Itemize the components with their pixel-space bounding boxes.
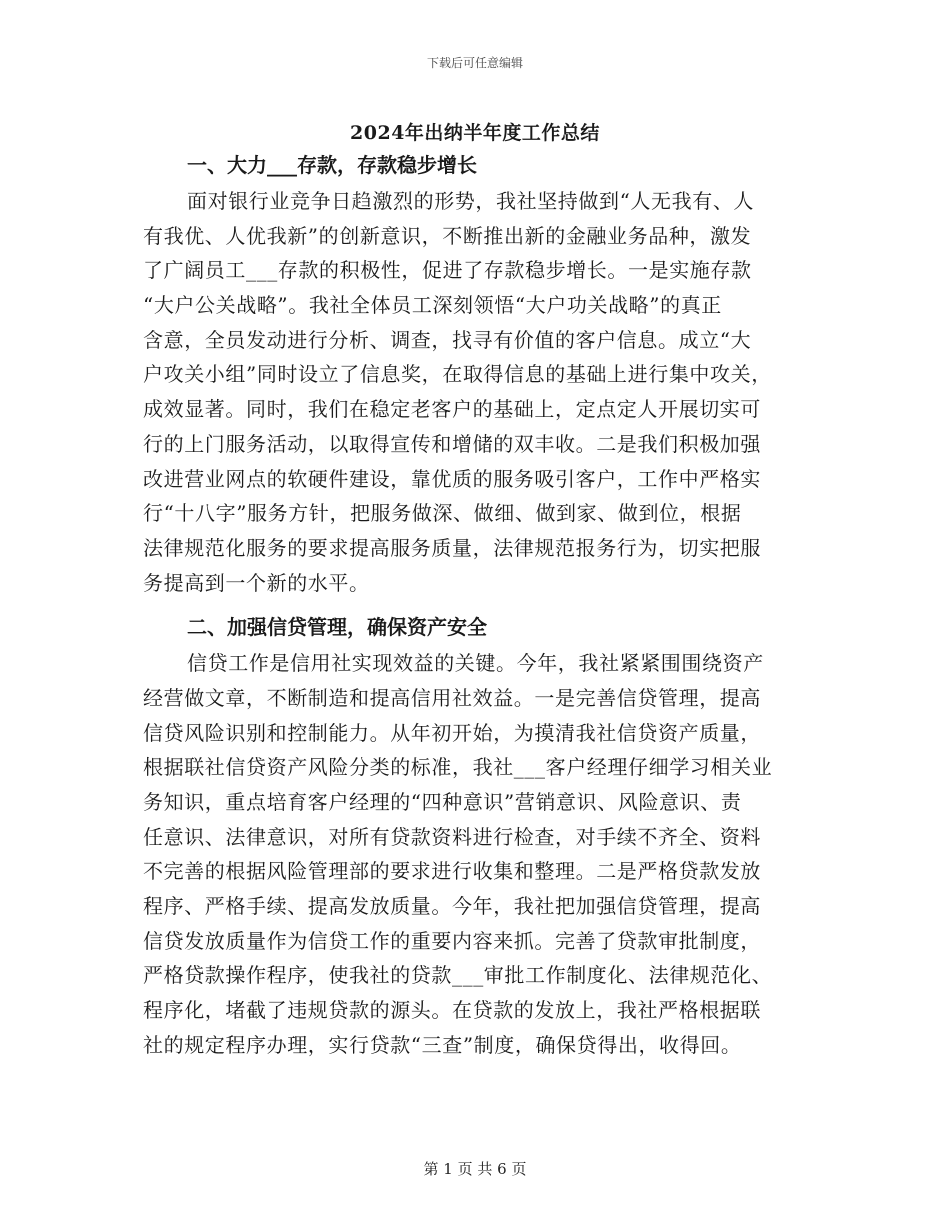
paragraph-line: 任意识、法律意识，对所有贷款资料进行检查，对手续不齐全、资料 [143,824,761,849]
paragraph-line: 务提高到一个新的水平。 [143,570,370,595]
document-body [143,146,808,1063]
section-2 [143,608,808,1062]
paragraph-line: 经营做文章，不断制造和提高信用社效益。一是完善信贷管理，提高 [143,685,761,710]
paragraph-line: 程序、严格手续、提高发放质量。今年，我社把加强信贷管理，提高 [143,894,761,919]
paragraph-line: 社的规定程序办理，实行贷款“三查”制度，确保贷得出，收得回。 [143,1032,742,1057]
paragraph-line: 不完善的根据风险管理部的要求进行收集和整理。二是严格贷款发放 [143,859,761,884]
paragraph-line: 程序化，堵截了违规贷款的源头。在贷款的发放上，我社严格根据联 [143,998,761,1023]
section-heading: 二、加强信贷管理，确保资产安全 [187,615,487,640]
paragraph-line: 成效显著。同时，我们在稳定老客户的基础上，定点定人开展切实可 [143,397,761,422]
paragraph-line: 严格贷款操作程序，使我社的贷款___审批工作制度化、法律规范化、 [143,963,773,988]
paragraph-line: 面对银行业竞争日趋激烈的形势，我社坚持做到“人无我有、人 [187,189,755,213]
paragraph-line: 信贷风险识别和控制能力。从年初开始，为摸清我社信贷资产质量， [143,720,761,745]
paragraph-line: 信贷发放质量作为信贷工作的重要内容来抓。完善了贷款审批制度， [143,928,761,953]
paragraph-line: 行的上门服务活动，以取得宣传和增储的双丰收。二是我们积极加强 [143,431,761,456]
page-header: 下载后可任意编辑 [426,56,523,70]
section-1 [143,146,808,600]
paragraph-line: 改进营业网点的软硬件建设，靠优质的服务吸引客户，工作中严格实 [143,466,761,491]
paragraph-line: 信贷工作是信用社实现效益的关键。今年，我社紧紧围围绕资产 [187,651,764,676]
page-footer: 第 1 页 共 6 页 [423,1160,527,1178]
section-heading: 一、大力___存款，存款稳步增长 [187,153,477,177]
paragraph-line: 务知识，重点培育客户经理的“四种意识”营销意识、风险意识、责 [143,790,742,814]
document-title: 2024年出纳半年度工作总结 [350,122,600,144]
paragraph-line: 户攻关小组”同时设立了信息奖，在取得信息的基础上进行集中攻关， [143,362,772,387]
paragraph-line: 法律规范化服务的要求提高服务质量，法律规范报务行为，切实把服 [143,535,761,560]
paragraph-line: 根据联社信贷资产风险分类的标准，我社___客户经理仔细学习相关业 [143,755,773,780]
paragraph-line: 含意，全员发动进行分析、调查，找寻有价值的客户信息。成立“大 [143,327,752,352]
paragraph-line: 行“十八字”服务方针，把服务做深、做细、做到家、做到位，根据 [143,501,742,526]
paragraph-line: 了广阔员工___存款的积极性，促进了存款稳步增长。一是实施存款 [143,258,752,283]
paragraph-line: 有我优、人优我新”的创新意识，不断推出新的金融业务品种，激发 [143,223,752,248]
paragraph-line: “大户公关战略”。我社全体员工深刻领悟“大户功关战略”的真正 [143,293,722,318]
